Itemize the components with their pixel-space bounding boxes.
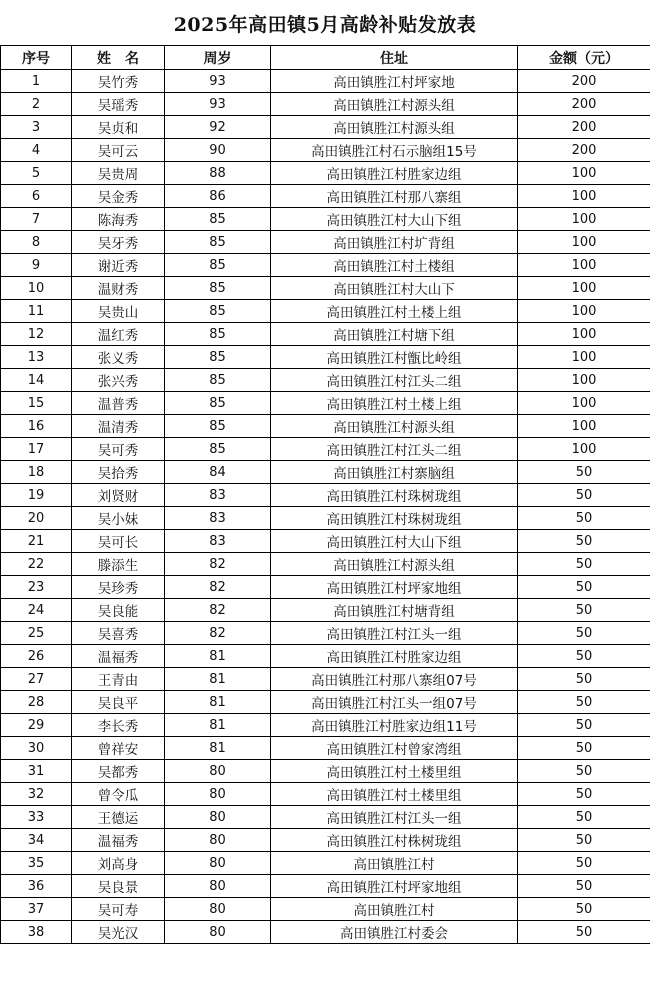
cell-no: 34: [1, 829, 72, 852]
cell-amount: 50: [518, 668, 650, 691]
table-row: [1, 438, 650, 461]
table-row: [1, 645, 650, 668]
cell-no: 29: [1, 714, 72, 737]
cell-name: 曾祥安: [72, 737, 165, 760]
cell-no: 17: [1, 438, 72, 461]
cell-name: 吴可云: [72, 139, 165, 162]
cell-address: 高田镇胜江村那八寨组07号: [271, 668, 518, 691]
cell-amount: 50: [518, 852, 650, 875]
cell-address: 高田镇胜江村那八寨组: [271, 185, 518, 208]
cell-age: 81: [165, 737, 271, 760]
cell-amount: 50: [518, 599, 650, 622]
cell-no: 30: [1, 737, 72, 760]
cell-age: 80: [165, 829, 271, 852]
table-row: [1, 668, 650, 691]
cell-age: 92: [165, 116, 271, 139]
cell-age: 81: [165, 645, 271, 668]
cell-amount: 50: [518, 875, 650, 898]
cell-name: 吴贵山: [72, 300, 165, 323]
cell-amount: 100: [518, 323, 650, 346]
cell-age: 85: [165, 346, 271, 369]
table-row: [1, 553, 650, 576]
table-row: [1, 484, 650, 507]
cell-amount: 200: [518, 139, 650, 162]
table-row: [1, 277, 650, 300]
cell-amount: 50: [518, 921, 650, 944]
cell-address: 高田镇胜江村珠树珑组: [271, 507, 518, 530]
cell-amount: 50: [518, 691, 650, 714]
cell-amount: 50: [518, 783, 650, 806]
table-row: [1, 162, 650, 185]
table-row: [1, 852, 650, 875]
cell-amount: 100: [518, 254, 650, 277]
cell-no: 4: [1, 139, 72, 162]
cell-address: 高田镇胜江村源头组: [271, 553, 518, 576]
cell-name: 吴珍秀: [72, 576, 165, 599]
cell-age: 85: [165, 231, 271, 254]
cell-age: 82: [165, 553, 271, 576]
cell-amount: 50: [518, 645, 650, 668]
table-row: [1, 415, 650, 438]
cell-name: 谢近秀: [72, 254, 165, 277]
cell-age: 84: [165, 461, 271, 484]
cell-age: 83: [165, 507, 271, 530]
cell-name: 吴拾秀: [72, 461, 165, 484]
table-row: [1, 576, 650, 599]
cell-amount: 50: [518, 737, 650, 760]
cell-age: 80: [165, 898, 271, 921]
table-row: [1, 369, 650, 392]
cell-amount: 50: [518, 530, 650, 553]
cell-no: 20: [1, 507, 72, 530]
cell-age: 85: [165, 300, 271, 323]
cell-name: 吴竹秀: [72, 70, 165, 93]
cell-age: 88: [165, 162, 271, 185]
cell-address: 高田镇胜江村坪家地组: [271, 875, 518, 898]
cell-name: 吴良景: [72, 875, 165, 898]
cell-no: 38: [1, 921, 72, 944]
table-row: [1, 116, 650, 139]
cell-no: 10: [1, 277, 72, 300]
cell-age: 85: [165, 415, 271, 438]
table-row: [1, 599, 650, 622]
cell-age: 90: [165, 139, 271, 162]
cell-address: 高田镇胜江村大山下组: [271, 208, 518, 231]
cell-amount: 50: [518, 806, 650, 829]
cell-name: 刘高身: [72, 852, 165, 875]
cell-address: 高田镇胜江村江头一组: [271, 806, 518, 829]
cell-name: 刘贤财: [72, 484, 165, 507]
header-no: 序号: [1, 46, 72, 70]
cell-address: 高田镇胜江村江头一组07号: [271, 691, 518, 714]
cell-no: 6: [1, 185, 72, 208]
cell-amount: 50: [518, 898, 650, 921]
cell-age: 80: [165, 806, 271, 829]
table-row: [1, 300, 650, 323]
cell-age: 83: [165, 484, 271, 507]
cell-no: 18: [1, 461, 72, 484]
cell-name: 曾令瓜: [72, 783, 165, 806]
cell-amount: 100: [518, 208, 650, 231]
cell-age: 80: [165, 875, 271, 898]
cell-address: 高田镇胜江村: [271, 898, 518, 921]
table-row: [1, 921, 650, 944]
cell-address: 高田镇胜江村委会: [271, 921, 518, 944]
cell-address: 高田镇胜江村土楼里组: [271, 760, 518, 783]
cell-age: 85: [165, 277, 271, 300]
cell-name: 滕添生: [72, 553, 165, 576]
cell-name: 温清秀: [72, 415, 165, 438]
cell-address: 高田镇胜江村塘下组: [271, 323, 518, 346]
cell-address: 高田镇胜江村源头组: [271, 415, 518, 438]
cell-name: 吴可寿: [72, 898, 165, 921]
cell-address: 高田镇胜江村江头二组: [271, 438, 518, 461]
cell-name: 吴贵周: [72, 162, 165, 185]
table-row: [1, 346, 650, 369]
cell-amount: 50: [518, 507, 650, 530]
cell-name: 温财秀: [72, 277, 165, 300]
cell-name: 李长秀: [72, 714, 165, 737]
cell-name: 张义秀: [72, 346, 165, 369]
table-row: [1, 737, 650, 760]
cell-no: 9: [1, 254, 72, 277]
cell-address: 高田镇胜江村江头二组: [271, 369, 518, 392]
cell-age: 82: [165, 599, 271, 622]
table-row: [1, 691, 650, 714]
cell-name: 张兴秀: [72, 369, 165, 392]
cell-address: 高田镇胜江村塘背组: [271, 599, 518, 622]
cell-address: 高田镇胜江村土楼上组: [271, 300, 518, 323]
cell-address: 高田镇胜江村株树珑组: [271, 829, 518, 852]
cell-address: 高田镇胜江村珠树珑组: [271, 484, 518, 507]
cell-no: 14: [1, 369, 72, 392]
subsidy-table: [0, 45, 650, 944]
table-row: [1, 622, 650, 645]
cell-address: 高田镇胜江村源头组: [271, 93, 518, 116]
cell-amount: 100: [518, 392, 650, 415]
cell-amount: 200: [518, 70, 650, 93]
cell-name: 吴牙秀: [72, 231, 165, 254]
cell-address: 高田镇胜江村甑比岭组: [271, 346, 518, 369]
cell-age: 81: [165, 668, 271, 691]
cell-no: 25: [1, 622, 72, 645]
cell-no: 16: [1, 415, 72, 438]
cell-name: 吴小妹: [72, 507, 165, 530]
cell-age: 80: [165, 760, 271, 783]
cell-address: 高田镇胜江村坪家地组: [271, 576, 518, 599]
cell-no: 3: [1, 116, 72, 139]
table-row: [1, 898, 650, 921]
cell-no: 7: [1, 208, 72, 231]
cell-amount: 100: [518, 369, 650, 392]
cell-amount: 200: [518, 116, 650, 139]
cell-name: 吴可秀: [72, 438, 165, 461]
cell-no: 12: [1, 323, 72, 346]
cell-name: 吴喜秀: [72, 622, 165, 645]
cell-no: 21: [1, 530, 72, 553]
cell-no: 22: [1, 553, 72, 576]
cell-age: 86: [165, 185, 271, 208]
cell-age: 82: [165, 622, 271, 645]
cell-amount: 50: [518, 484, 650, 507]
cell-no: 37: [1, 898, 72, 921]
cell-age: 93: [165, 93, 271, 116]
cell-amount: 50: [518, 622, 650, 645]
cell-amount: 100: [518, 185, 650, 208]
table-row: [1, 70, 650, 93]
cell-address: 高田镇胜江村土楼组: [271, 254, 518, 277]
table-row: [1, 254, 650, 277]
table-row: [1, 714, 650, 737]
cell-amount: 100: [518, 438, 650, 461]
header-amount: 金额（元）: [518, 46, 650, 70]
header-address: 住址: [271, 46, 518, 70]
cell-no: 15: [1, 392, 72, 415]
cell-age: 80: [165, 783, 271, 806]
cell-address: 高田镇胜江村胜家边组11号: [271, 714, 518, 737]
cell-amount: 50: [518, 829, 650, 852]
cell-amount: 100: [518, 346, 650, 369]
table-row: [1, 829, 650, 852]
cell-no: 19: [1, 484, 72, 507]
table-row: [1, 461, 650, 484]
cell-age: 85: [165, 323, 271, 346]
cell-amount: 50: [518, 576, 650, 599]
cell-name: 温普秀: [72, 392, 165, 415]
cell-age: 81: [165, 714, 271, 737]
cell-amount: 100: [518, 415, 650, 438]
cell-no: 27: [1, 668, 72, 691]
table-row: [1, 392, 650, 415]
cell-amount: 50: [518, 461, 650, 484]
cell-no: 2: [1, 93, 72, 116]
cell-address: 高田镇胜江村胜家边组: [271, 162, 518, 185]
cell-name: 陈海秀: [72, 208, 165, 231]
table-row: [1, 760, 650, 783]
cell-age: 93: [165, 70, 271, 93]
cell-age: 85: [165, 438, 271, 461]
cell-address: 高田镇胜江村寨脑组: [271, 461, 518, 484]
cell-amount: 100: [518, 277, 650, 300]
table-row: [1, 783, 650, 806]
cell-no: 35: [1, 852, 72, 875]
cell-amount: 100: [518, 231, 650, 254]
cell-age: 85: [165, 208, 271, 231]
table-row: [1, 507, 650, 530]
cell-age: 80: [165, 852, 271, 875]
cell-amount: 100: [518, 162, 650, 185]
cell-amount: 100: [518, 300, 650, 323]
cell-name: 吴金秀: [72, 185, 165, 208]
cell-address: 高田镇胜江村: [271, 852, 518, 875]
cell-address: 高田镇胜江村土楼里组: [271, 783, 518, 806]
cell-name: 吴光汉: [72, 921, 165, 944]
cell-age: 85: [165, 392, 271, 415]
cell-address: 高田镇胜江村坪家地: [271, 70, 518, 93]
cell-no: 26: [1, 645, 72, 668]
cell-address: 高田镇胜江村土楼上组: [271, 392, 518, 415]
table-header: [1, 46, 650, 70]
cell-name: 吴良平: [72, 691, 165, 714]
cell-name: 王青由: [72, 668, 165, 691]
table-row: [1, 93, 650, 116]
cell-no: 36: [1, 875, 72, 898]
cell-age: 85: [165, 254, 271, 277]
cell-no: 33: [1, 806, 72, 829]
table-row: [1, 231, 650, 254]
cell-no: 31: [1, 760, 72, 783]
cell-name: 温福秀: [72, 829, 165, 852]
cell-name: 温红秀: [72, 323, 165, 346]
cell-name: 王德运: [72, 806, 165, 829]
table-row: [1, 806, 650, 829]
header-name: 姓 名: [72, 46, 165, 70]
cell-no: 23: [1, 576, 72, 599]
cell-no: 8: [1, 231, 72, 254]
cell-age: 81: [165, 691, 271, 714]
table-row: [1, 530, 650, 553]
table-row: [1, 875, 650, 898]
cell-no: 5: [1, 162, 72, 185]
cell-amount: 50: [518, 714, 650, 737]
cell-no: 24: [1, 599, 72, 622]
document-title: 2025年高田镇5月高龄补贴发放表: [173, 14, 477, 36]
cell-name: 吴贞和: [72, 116, 165, 139]
cell-address: 高田镇胜江村石示脑组15号: [271, 139, 518, 162]
cell-address: 高田镇胜江村大山下组: [271, 530, 518, 553]
table-row: [1, 208, 650, 231]
cell-no: 28: [1, 691, 72, 714]
cell-address: 高田镇胜江村曾家湾组: [271, 737, 518, 760]
cell-address: 高田镇胜江村圹背组: [271, 231, 518, 254]
cell-no: 32: [1, 783, 72, 806]
table-row: [1, 139, 650, 162]
cell-no: 1: [1, 70, 72, 93]
cell-name: 吴瑶秀: [72, 93, 165, 116]
cell-address: 高田镇胜江村胜家边组: [271, 645, 518, 668]
table-row: [1, 323, 650, 346]
cell-amount: 50: [518, 760, 650, 783]
cell-address: 高田镇胜江村大山下: [271, 277, 518, 300]
header-age: 周岁: [165, 46, 271, 70]
cell-name: 吴可长: [72, 530, 165, 553]
cell-no: 11: [1, 300, 72, 323]
table-row: [1, 185, 650, 208]
cell-address: 高田镇胜江村江头一组: [271, 622, 518, 645]
cell-name: 吴良能: [72, 599, 165, 622]
cell-age: 80: [165, 921, 271, 944]
table-body: [1, 70, 650, 944]
cell-name: 温福秀: [72, 645, 165, 668]
cell-age: 82: [165, 576, 271, 599]
cell-address: 高田镇胜江村源头组: [271, 116, 518, 139]
header-row: [1, 46, 650, 70]
cell-age: 85: [165, 369, 271, 392]
cell-amount: 200: [518, 93, 650, 116]
cell-age: 83: [165, 530, 271, 553]
cell-no: 13: [1, 346, 72, 369]
cell-name: 吴都秀: [72, 760, 165, 783]
cell-amount: 50: [518, 553, 650, 576]
